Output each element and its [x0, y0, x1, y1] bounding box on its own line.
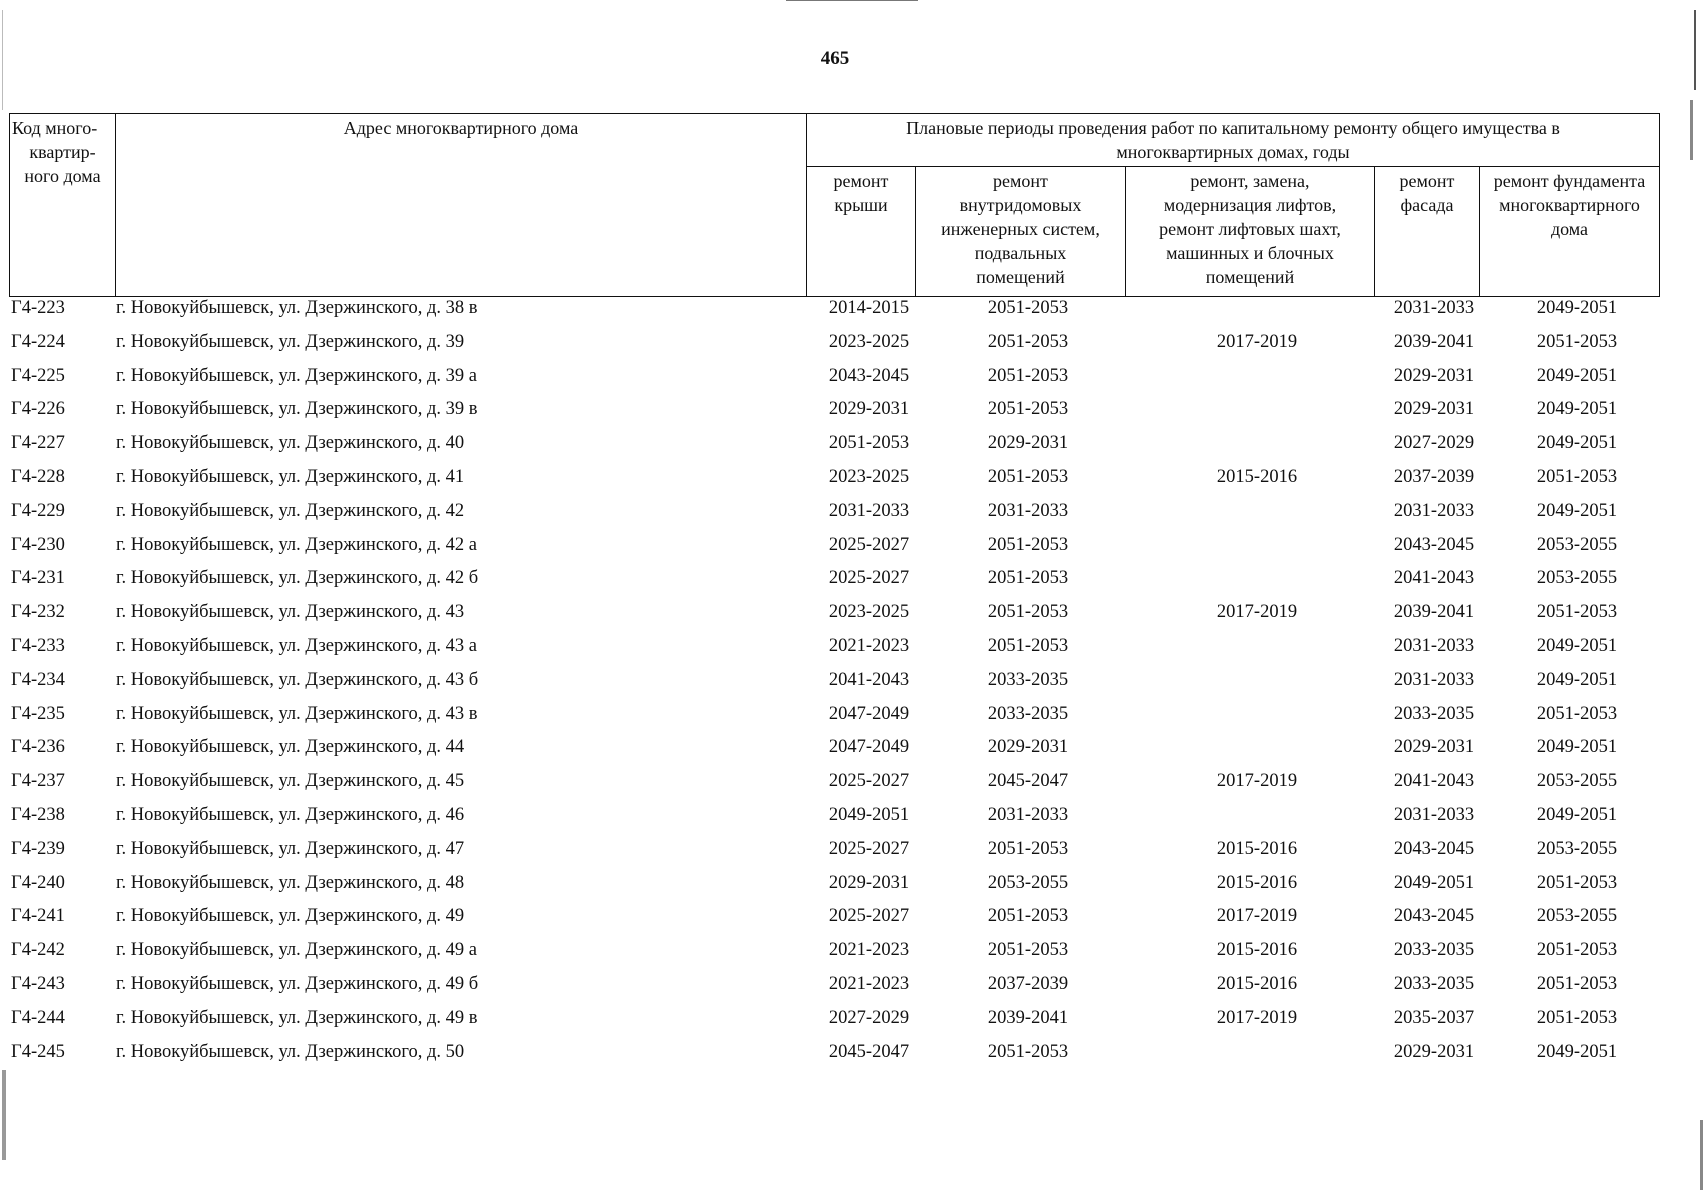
row-address: г. Новокуйбышевск, ул. Дзержинского, д. 38 в: [116, 298, 478, 318]
header-lift-line: ремонт, замена,: [1190, 171, 1310, 191]
row-roof-period: 2025-2027: [828, 906, 910, 927]
row-address: г. Новокуйбышевск, ул. Дзержинского, д. 43 в: [116, 703, 478, 724]
row-systems-period: 2051-2053: [987, 906, 1069, 927]
scan-edge-mark: [1694, 10, 1696, 90]
row-facade-period: 2033-2035: [1393, 703, 1475, 724]
row-roof-period: 2051-2053: [828, 433, 910, 454]
table-row: [9, 399, 1659, 433]
row-code: Г4-239: [11, 838, 65, 859]
header-periods-line: многоквартирных домах, годы: [1116, 142, 1350, 162]
row-facade-period: 2041-2043: [1393, 568, 1475, 589]
row-roof-period: 2049-2051: [828, 804, 910, 825]
row-foundation-period: 2049-2051: [1536, 433, 1618, 454]
row-roof-period: 2045-2047: [828, 1041, 910, 1062]
row-systems-period: 2051-2053: [987, 365, 1069, 386]
row-foundation-period: 2053-2055: [1536, 771, 1618, 792]
header-foundation-line: ремонт фундамента: [1493, 171, 1646, 191]
row-code: Г4-227: [11, 433, 65, 454]
row-foundation-period: 2051-2053: [1536, 940, 1618, 961]
row-foundation-period: 2053-2055: [1536, 534, 1618, 555]
header-foundation-line: многоквартирного: [1499, 195, 1640, 215]
row-address: г. Новокуйбышевск, ул. Дзержинского, д. 49: [116, 906, 465, 927]
row-facade-period: 2029-2031: [1393, 365, 1475, 386]
row-facade-period: 2031-2033: [1393, 635, 1475, 656]
header-roof: [807, 167, 916, 297]
row-address: г. Новокуйбышевск, ул. Дзержинского, д. 42: [116, 500, 465, 521]
header-periods: [807, 114, 1660, 167]
header-systems-line: ремонт: [993, 171, 1048, 191]
row-code: Г4-245: [11, 1041, 65, 1062]
table-row: [9, 906, 1659, 940]
table-row: [9, 839, 1659, 873]
row-roof-period: 2047-2049: [828, 737, 910, 758]
header-address: Адрес многоквартирного дома: [116, 114, 807, 297]
row-foundation-period: 2049-2051: [1536, 500, 1618, 521]
row-roof-period: 2025-2027: [828, 534, 910, 555]
row-facade-period: 2049-2051: [1393, 872, 1475, 893]
row-roof-period: 2014-2015: [828, 298, 910, 318]
row-facade-period: 2043-2045: [1393, 906, 1475, 927]
row-facade-period: 2029-2031: [1393, 399, 1475, 420]
row-systems-period: 2051-2053: [987, 331, 1069, 352]
row-code: Г4-233: [11, 635, 65, 656]
header-foundation-line: дома: [1550, 219, 1589, 239]
header-roof-line: крыши: [834, 195, 888, 215]
table-row: [9, 737, 1659, 771]
header-code-line: ного дома: [24, 166, 101, 186]
row-facade-period: 2029-2031: [1393, 1041, 1475, 1062]
row-code: Г4-236: [11, 737, 65, 758]
row-foundation-period: 2049-2051: [1536, 365, 1618, 386]
row-systems-period: 2037-2039: [987, 973, 1069, 994]
row-code: Г4-243: [11, 973, 65, 994]
page-number: 465: [820, 48, 850, 69]
row-systems-period: 2045-2047: [987, 771, 1069, 792]
row-facade-period: 2043-2045: [1393, 534, 1475, 555]
row-roof-period: 2021-2023: [828, 940, 910, 961]
row-code: Г4-235: [11, 703, 65, 724]
row-roof-period: 2025-2027: [828, 771, 910, 792]
row-address: г. Новокуйбышевск, ул. Дзержинского, д. 41: [116, 466, 465, 487]
row-code: Г4-238: [11, 804, 65, 825]
header-facade-line: ремонт: [1399, 171, 1455, 191]
row-systems-period: 2051-2053: [987, 838, 1069, 859]
row-roof-period: 2021-2023: [828, 973, 910, 994]
row-code: Г4-226: [11, 399, 65, 420]
row-systems-period: 2051-2053: [987, 940, 1069, 961]
header-facade: [1375, 167, 1480, 297]
row-systems-period: 2033-2035: [987, 669, 1069, 690]
row-systems-period: 2029-2031: [987, 737, 1069, 758]
row-foundation-period: 2049-2051: [1536, 298, 1618, 318]
table-row: [9, 636, 1659, 670]
row-code: Г4-242: [11, 940, 65, 961]
row-foundation-period: 2049-2051: [1536, 1041, 1618, 1062]
row-lift-period: 2015-2016: [1216, 838, 1298, 859]
row-code: Г4-223: [11, 298, 65, 318]
row-address: г. Новокуйбышевск, ул. Дзержинского, д. 43: [116, 602, 465, 623]
table-row: [9, 1008, 1659, 1042]
header-code: [10, 114, 116, 297]
header-code-line: квартир-: [29, 142, 96, 162]
table-row: [9, 467, 1659, 501]
row-address: г. Новокуйбышевск, ул. Дзержинского, д. 39: [116, 331, 465, 352]
row-roof-period: 2029-2031: [828, 399, 910, 420]
row-code: Г4-240: [11, 872, 65, 893]
row-facade-period: 2033-2035: [1393, 940, 1475, 961]
header-roof-line: ремонт: [833, 171, 889, 191]
row-systems-period: 2053-2055: [987, 872, 1069, 893]
row-systems-period: 2051-2053: [987, 635, 1069, 656]
scan-edge-mark: [2, 10, 3, 110]
row-roof-period: 2029-2031: [828, 872, 910, 893]
row-facade-period: 2035-2037: [1393, 1007, 1475, 1028]
row-code: Г4-224: [11, 331, 65, 352]
header-systems: [916, 167, 1126, 297]
header-systems-line: инженерных систем,: [941, 219, 1100, 239]
row-facade-period: 2037-2039: [1393, 466, 1475, 487]
row-systems-period: 2051-2053: [987, 1041, 1069, 1062]
table-header: [9, 113, 1660, 297]
row-foundation-period: 2051-2053: [1536, 466, 1618, 487]
header-lift-line: помещений: [1205, 267, 1295, 287]
row-code: Г4-230: [11, 534, 65, 555]
table-row: [9, 974, 1659, 1008]
table-row: [9, 771, 1659, 805]
row-foundation-period: 2051-2053: [1536, 602, 1618, 623]
row-foundation-period: 2053-2055: [1536, 838, 1618, 859]
table-row: [9, 332, 1659, 366]
row-code: Г4-231: [11, 568, 65, 589]
row-foundation-period: 2049-2051: [1536, 737, 1618, 758]
row-roof-period: 2043-2045: [828, 365, 910, 386]
row-facade-period: 2027-2029: [1393, 433, 1475, 454]
top-rule: [786, 0, 918, 1]
row-address: г. Новокуйбышевск, ул. Дзержинского, д. 49 б: [116, 973, 479, 994]
row-systems-period: 2039-2041: [987, 1007, 1069, 1028]
row-address: г. Новокуйбышевск, ул. Дзержинского, д. 46: [116, 804, 465, 825]
row-address: г. Новокуйбышевск, ул. Дзержинского, д. 40: [116, 433, 465, 454]
row-address: г. Новокуйбышевск, ул. Дзержинского, д. 42 а: [116, 534, 477, 555]
row-foundation-period: 2049-2051: [1536, 804, 1618, 825]
header-foundation: [1480, 167, 1660, 297]
row-systems-period: 2033-2035: [987, 703, 1069, 724]
table-row: [9, 298, 1659, 332]
row-code: Г4-228: [11, 466, 65, 487]
scan-edge-mark: [2, 1070, 6, 1160]
row-roof-period: 2027-2029: [828, 1007, 910, 1028]
row-address: г. Новокуйбышевск, ул. Дзержинского, д. 50: [116, 1041, 465, 1062]
row-systems-period: 2051-2053: [987, 298, 1069, 318]
row-lift-period: 2015-2016: [1216, 940, 1298, 961]
table-body: [9, 298, 1659, 1075]
row-foundation-period: 2051-2053: [1536, 1007, 1618, 1028]
table-row: [9, 1042, 1659, 1076]
row-lift-period: 2015-2016: [1216, 872, 1298, 893]
header-lift-line: ремонт лифтовых шахт,: [1159, 219, 1341, 239]
row-foundation-period: 2051-2053: [1536, 331, 1618, 352]
row-systems-period: 2051-2053: [987, 568, 1069, 589]
header-lift: [1126, 167, 1375, 297]
header-systems-line: помещений: [976, 267, 1065, 287]
row-roof-period: 2047-2049: [828, 703, 910, 724]
row-address: г. Новокуйбышевск, ул. Дзержинского, д. 47: [116, 838, 465, 859]
row-foundation-period: 2051-2053: [1536, 872, 1618, 893]
row-address: г. Новокуйбышевск, ул. Дзержинского, д. 49 а: [116, 940, 477, 961]
row-facade-period: 2039-2041: [1393, 602, 1475, 623]
header-facade-line: фасада: [1400, 195, 1454, 215]
row-systems-period: 2051-2053: [987, 466, 1069, 487]
row-foundation-period: 2053-2055: [1536, 906, 1618, 927]
table-row: [9, 602, 1659, 636]
row-lift-period: 2017-2019: [1216, 771, 1298, 792]
table-row: [9, 433, 1659, 467]
row-facade-period: 2031-2033: [1393, 804, 1475, 825]
row-roof-period: 2023-2025: [828, 331, 910, 352]
table-row: [9, 568, 1659, 602]
row-roof-period: 2023-2025: [828, 602, 910, 623]
row-code: Г4-244: [11, 1007, 65, 1028]
table-row: [9, 704, 1659, 738]
row-lift-period: 2017-2019: [1216, 602, 1298, 623]
row-code: Г4-225: [11, 365, 65, 386]
header-lift-line: модернизация лифтов,: [1163, 195, 1337, 215]
row-foundation-period: 2049-2051: [1536, 635, 1618, 656]
scan-edge-mark: [1700, 1120, 1703, 1190]
row-lift-period: 2017-2019: [1216, 331, 1298, 352]
row-address: г. Новокуйбышевск, ул. Дзержинского, д. 43 а: [116, 635, 477, 656]
row-foundation-period: 2049-2051: [1536, 399, 1618, 420]
row-facade-period: 2031-2033: [1393, 500, 1475, 521]
table-row: [9, 501, 1659, 535]
header-systems-line: внутридомовых: [959, 195, 1082, 215]
row-lift-period: 2015-2016: [1216, 973, 1298, 994]
row-systems-period: 2029-2031: [987, 433, 1069, 454]
row-facade-period: 2043-2045: [1393, 838, 1475, 859]
row-foundation-period: 2049-2051: [1536, 669, 1618, 690]
header-code-line: Код много-: [12, 118, 98, 138]
row-systems-period: 2051-2053: [987, 399, 1069, 420]
row-foundation-period: 2053-2055: [1536, 568, 1618, 589]
row-roof-period: 2025-2027: [828, 838, 910, 859]
row-address: г. Новокуйбышевск, ул. Дзержинского, д. 45: [116, 771, 465, 792]
row-systems-period: 2031-2033: [987, 804, 1069, 825]
row-facade-period: 2033-2035: [1393, 973, 1475, 994]
table-row: [9, 873, 1659, 907]
row-roof-period: 2031-2033: [828, 500, 910, 521]
row-code: Г4-232: [11, 602, 65, 623]
row-code: Г4-234: [11, 669, 65, 690]
header-periods-line: Плановые периоды проведения работ по капитальному ремонту общего имущества в: [906, 118, 1560, 138]
row-lift-period: 2015-2016: [1216, 466, 1298, 487]
table-row: [9, 805, 1659, 839]
row-systems-period: 2051-2053: [987, 534, 1069, 555]
row-systems-period: 2031-2033: [987, 500, 1069, 521]
row-address: г. Новокуйбышевск, ул. Дзержинского, д. 49 в: [116, 1007, 478, 1028]
row-foundation-period: 2051-2053: [1536, 973, 1618, 994]
row-address: г. Новокуйбышевск, ул. Дзержинского, д. 48: [116, 872, 465, 893]
header-lift-line: машинных и блочных: [1166, 243, 1334, 263]
row-code: Г4-229: [11, 500, 65, 521]
row-facade-period: 2041-2043: [1393, 771, 1475, 792]
row-lift-period: 2017-2019: [1216, 906, 1298, 927]
row-facade-period: 2039-2041: [1393, 331, 1475, 352]
row-facade-period: 2029-2031: [1393, 737, 1475, 758]
row-facade-period: 2031-2033: [1393, 298, 1475, 318]
row-address: г. Новокуйбышевск, ул. Дзержинского, д. 43 б: [116, 669, 479, 690]
row-roof-period: 2021-2023: [828, 635, 910, 656]
table-row: [9, 535, 1659, 569]
table-row: [9, 940, 1659, 974]
row-code: Г4-241: [11, 906, 65, 927]
header-systems-line: подвальных: [974, 243, 1067, 263]
table-row: [9, 670, 1659, 704]
row-roof-period: 2023-2025: [828, 466, 910, 487]
row-systems-period: 2051-2053: [987, 602, 1069, 623]
scan-edge-mark: [1690, 100, 1693, 160]
row-lift-period: 2017-2019: [1216, 1007, 1298, 1028]
row-roof-period: 2041-2043: [828, 669, 910, 690]
row-code: Г4-237: [11, 771, 65, 792]
row-address: г. Новокуйбышевск, ул. Дзержинского, д. 44: [116, 737, 465, 758]
row-address: г. Новокуйбышевск, ул. Дзержинского, д. 39 а: [116, 365, 477, 386]
table-row: [9, 366, 1659, 400]
row-roof-period: 2025-2027: [828, 568, 910, 589]
row-foundation-period: 2051-2053: [1536, 703, 1618, 724]
row-address: г. Новокуйбышевск, ул. Дзержинского, д. 39 в: [116, 399, 478, 420]
row-facade-period: 2031-2033: [1393, 669, 1475, 690]
row-address: г. Новокуйбышевск, ул. Дзержинского, д. 42 б: [116, 568, 479, 589]
